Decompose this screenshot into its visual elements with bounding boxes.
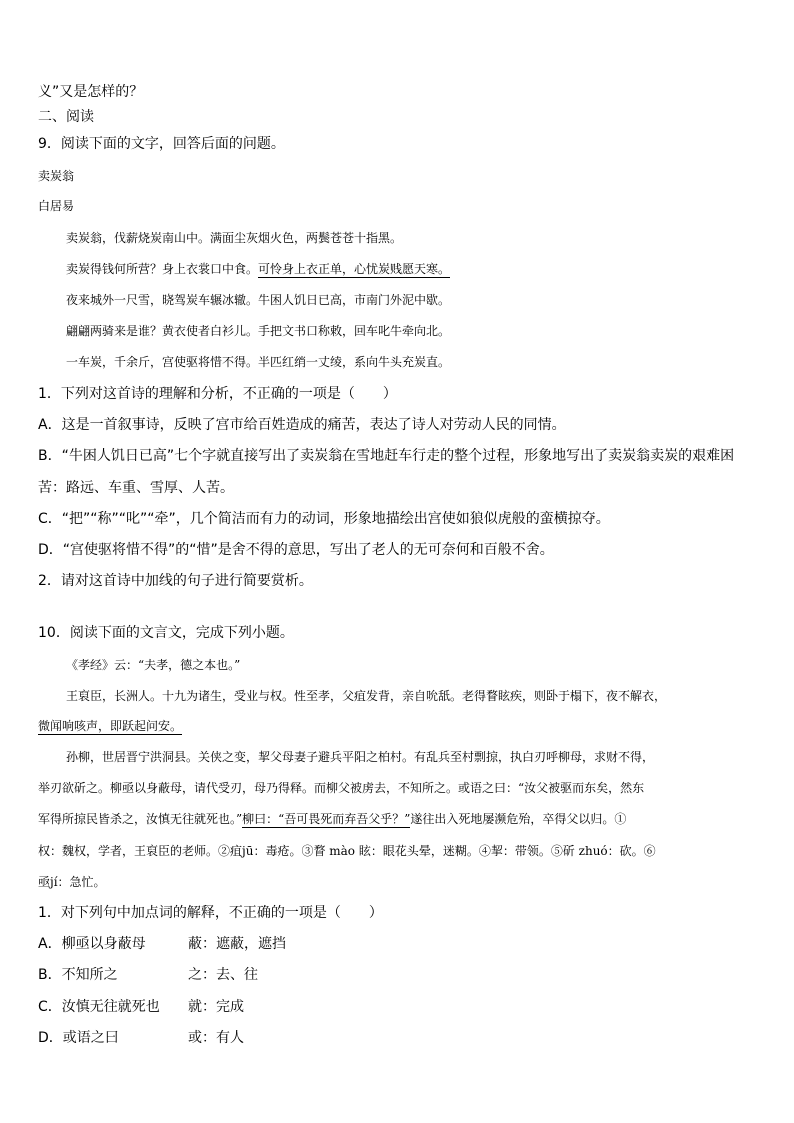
q10-option-a-explanation: 蔽：遮蔽，遮挡: [188, 936, 286, 952]
q10-option-c: C．汝慎无往就死也: [38, 999, 160, 1015]
footnote-line: 权：魏权，学者，王裒臣的老师。②疽jū：毒疮。③瞀 mào 眩：眼花头晕，迷糊。④挈：带领。⑤斫 zhuó：砍。⑥: [38, 844, 656, 858]
poem-line: [66, 259, 450, 279]
poem-line: 卖炭翁，伐薪烧炭南山中。满面尘灰烟火色，两鬓苍苍十指黑。: [66, 231, 403, 245]
q9-option-c: C．“把”“称”“叱”“牵”，几个简洁而有力的动词，形象地描绘出宫使如狼似虎般的蛮横掠夺。: [38, 511, 610, 527]
q9-option-d: D．“宫使驱将惜不得”的“惜”是舍不得的意思，写出了老人的无可奈何和百般不舍。: [38, 542, 554, 558]
classical-text-line: [38, 716, 182, 736]
q9-option-a: A．这是一首叙事诗，反映了宫市给百姓造成的痛苦，表达了诗人对劳动人民的同情。: [38, 417, 566, 433]
poem-line: 夜来城外一尺雪，晓驾炭车辗冰辙。牛困人饥日已高，市南门外泥中歇。: [66, 293, 451, 307]
underlined-text: 柳曰：“吾可畏死而弃吾父乎？”: [242, 812, 411, 826]
q10-option-a: A．柳亟以身蔽母: [38, 936, 146, 952]
text-part: 遂往出入死地屡濒危殆，卒得父以归。①: [410, 812, 627, 826]
classical-text-line: [38, 809, 626, 829]
poem-line: 翩翩两骑来是谁？黄衣使者白衫儿。手把文书口称敕，回车叱牛牵向北。: [66, 324, 451, 338]
q10-option-d: D．或语之曰: [38, 1030, 119, 1046]
q10-sub1: 1．对下列句中加点词的解释，不正确的一项是（ ）: [38, 905, 383, 921]
q10-option-b-explanation: 之：去、往: [188, 967, 258, 983]
classical-text-line: 孙柳，世居晋宁洪洞县。关侠之变，挈父母妻子避兵平阳之柏村。有乱兵至村剽掠，执白刃呼柳母，求财不得，: [66, 750, 655, 764]
q10-option-d-explanation: 或：有人: [188, 1030, 244, 1046]
underlined-text: 微闻响咳声，即跃起问安。: [38, 719, 183, 733]
q9-sub1: 1．下列对这首诗的理解和分析，不正确的一项是（ ）: [38, 386, 397, 402]
poem-line: 一车炭，千余斤，宫使驱将惜不得。半匹红绡一丈绫，系向牛头充炭直。: [66, 355, 451, 369]
classical-text-line: 举刃欲斫之。柳亟以身蔽母，请代受刃，母乃得释。而柳父被虏去，不知所之。或语之曰：“汝父被驱而东矣，然东: [38, 781, 645, 795]
q10-prompt: 10．阅读下面的文言文，完成下列小题。: [38, 625, 294, 641]
q9-option-b-cont: 苦：路远、车重、雪厚、人苦。: [38, 480, 234, 496]
q10-option-c-explanation: 就：完成: [188, 999, 244, 1015]
classical-text-line: 王裒臣，长洲人。十九为诸生，受业与权。性至孝，父疽发背，亲自吮舐。老得瞀眩疾，则卧于榻下，夜不解衣，: [66, 689, 667, 703]
text-part: 军得所掠民皆杀之，汝慎无往就死也。”: [38, 812, 243, 826]
q9-option-b: B．“牛困人饥日已高”七个字就直接写出了卖炭翁在雪地赶车行走的整个过程，形象地写出了卖炭翁卖炭的艰难困: [38, 448, 735, 464]
classical-text-line: 《孝经》云：“夫孝，德之本也。”: [66, 658, 241, 672]
q9-sub2: 2．请对这首诗中加线的句子进行简要赏析。: [38, 573, 313, 589]
previous-question-tail: 义”又是怎样的？: [38, 84, 144, 100]
underlined-poem-line: 可怜身上衣正单，心忧炭贱愿天寒。: [258, 262, 451, 276]
poem-line-part: 卖炭得钱何所营？身上衣裳口中食。: [66, 262, 259, 276]
q10-option-b: B．不知所之: [38, 967, 118, 983]
poem-author: 白居易: [38, 199, 75, 213]
q9-prompt: 9．阅读下面的文字，回答后面的问题。: [38, 136, 285, 152]
poem-title: 卖炭翁: [38, 169, 75, 183]
section-title: 二、阅读: [38, 109, 94, 125]
footnote-line: 亟jí：急忙。: [38, 875, 106, 889]
